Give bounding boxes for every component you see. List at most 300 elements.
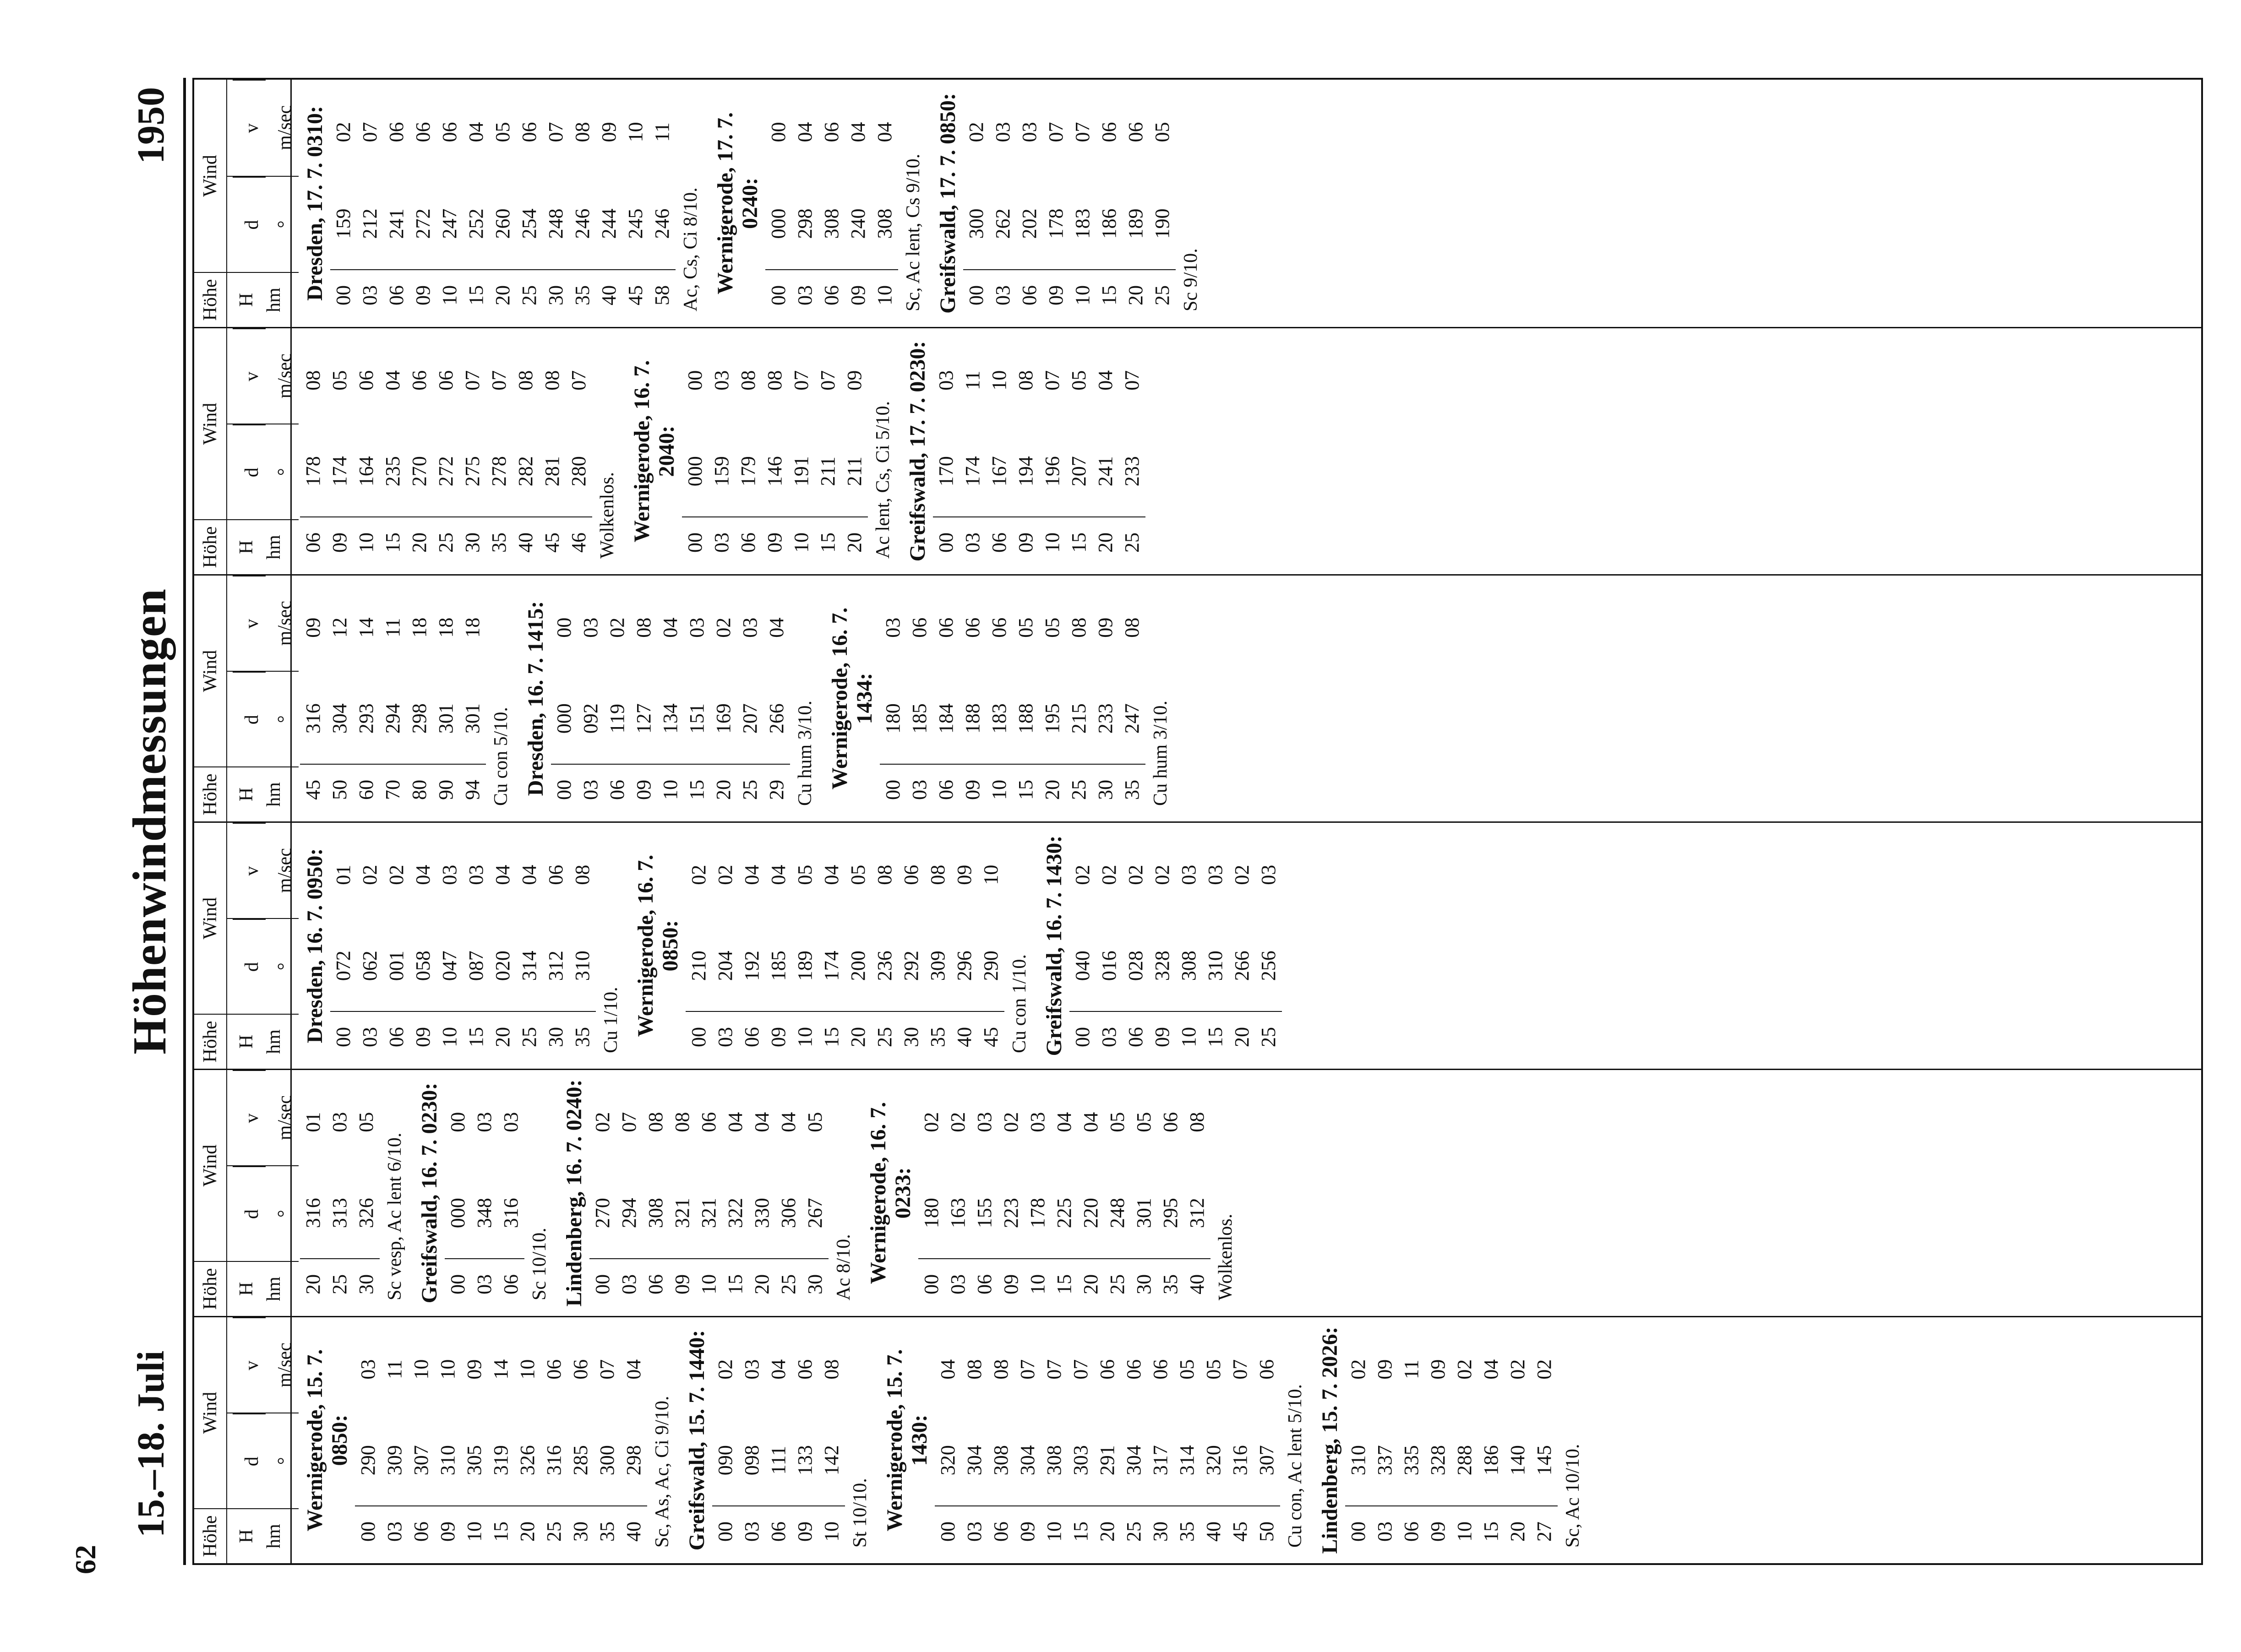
- height-value: 06: [820, 285, 843, 305]
- observation-row: [792, 829, 818, 1062]
- height-value: 03: [961, 533, 984, 553]
- column-header: [194, 823, 295, 1069]
- speed-value: 00: [684, 370, 706, 391]
- observation-row: [935, 1324, 961, 1557]
- station-title: Wernigerode, 16. 7. 0233:: [866, 1102, 915, 1284]
- observation-row: [383, 86, 410, 321]
- observation-row: [300, 582, 327, 815]
- height-value: 03: [473, 1274, 496, 1294]
- height-value: 45: [624, 285, 647, 305]
- cloud-note: St 10/10.: [850, 1478, 871, 1548]
- height-value: 20: [847, 1027, 869, 1047]
- height-value: 45: [1229, 1522, 1251, 1542]
- speed-value: 06: [1159, 1112, 1182, 1132]
- observation-row: [1227, 1324, 1254, 1557]
- direction-value: 272: [433, 426, 459, 518]
- speed-value: 18: [408, 617, 431, 638]
- observation-row: [1041, 1324, 1068, 1557]
- direction-value: 316: [541, 1415, 567, 1507]
- v-label: v: [233, 328, 266, 424]
- observation-row: [815, 335, 841, 568]
- observation-row: [933, 335, 960, 568]
- speed-value: 05: [1151, 122, 1173, 142]
- wind-header: [194, 1317, 299, 1508]
- height-value: 25: [328, 1274, 351, 1294]
- speed-value: 04: [847, 122, 869, 142]
- direction-value: 215: [1066, 674, 1092, 765]
- direction-value: 275: [459, 426, 486, 518]
- observation-row: [631, 582, 657, 815]
- speed-value: 02: [385, 864, 408, 885]
- cloud-note: Cu con, Ac lent 5/10.: [1285, 1384, 1306, 1548]
- speed-value: 03: [1026, 1112, 1049, 1132]
- height-value: 25: [518, 1027, 540, 1047]
- speed-value: 09: [1094, 617, 1117, 638]
- direction-value: 111: [765, 1415, 792, 1507]
- speed-value: 05: [1202, 1359, 1225, 1380]
- observation-row: [353, 335, 380, 568]
- direction-value: 204: [712, 921, 739, 1012]
- direction-value: 155: [971, 1168, 998, 1260]
- observation-row: [765, 829, 792, 1062]
- height-value: 25: [873, 1027, 896, 1047]
- speed-value: 06: [355, 370, 377, 391]
- direction-value: 207: [737, 674, 763, 765]
- speed-value: 04: [1080, 1112, 1102, 1132]
- height-value: 30: [1094, 780, 1117, 800]
- direction-value: 304: [327, 674, 353, 765]
- hoehe-header: [194, 1261, 299, 1316]
- station-block: [303, 1324, 675, 1557]
- speed-value: 09: [843, 370, 866, 391]
- observation-row: [1119, 335, 1145, 568]
- height-value: 03: [714, 1027, 736, 1047]
- direction-value: 235: [380, 426, 406, 518]
- observation-row: [960, 582, 986, 815]
- observation-row: [1016, 86, 1043, 321]
- observation-row: [1255, 829, 1282, 1062]
- direction-header: [227, 176, 299, 272]
- height-value: 06: [606, 780, 628, 800]
- speed-header: [227, 823, 299, 918]
- cloud-note: Sc, Ac lent, Cs 9/10.: [903, 153, 924, 311]
- speed-value: 08: [571, 864, 594, 885]
- height-value: 10: [438, 285, 461, 305]
- observation-row: [1254, 1324, 1280, 1557]
- height-value: 10: [659, 780, 682, 800]
- height-value: 00: [447, 1274, 469, 1294]
- direction-value: 308: [643, 1168, 669, 1260]
- direction-value: 174: [818, 921, 845, 1012]
- observation-row: [951, 829, 978, 1062]
- observation-row: [410, 86, 436, 321]
- speed-value: 02: [947, 1112, 969, 1132]
- height-value: 20: [1096, 1522, 1118, 1542]
- height-value: 00: [332, 1027, 354, 1047]
- observation-row: [539, 335, 566, 568]
- height-value: 10: [1026, 1274, 1049, 1294]
- height-value: 30: [804, 1274, 826, 1294]
- direction-value: 313: [327, 1168, 353, 1260]
- observation-row: [382, 1324, 408, 1557]
- cloud-note: Wolkenlos.: [1215, 1213, 1236, 1300]
- wind-label: Wind: [194, 1317, 227, 1508]
- speed-value: 05: [1133, 1112, 1155, 1132]
- speed-value: 04: [777, 1112, 800, 1132]
- speed-value: 04: [820, 864, 843, 885]
- station-block: [1042, 829, 1282, 1062]
- height-value: 30: [1149, 1522, 1172, 1542]
- speed-value: 04: [765, 617, 788, 638]
- speed-value: 08: [990, 1359, 1012, 1380]
- msec-label: m/sec: [274, 353, 295, 399]
- direction-value: 244: [596, 178, 622, 270]
- d-label: d: [233, 919, 266, 1014]
- strip-body: [292, 80, 2201, 327]
- v-label: v: [233, 1317, 266, 1413]
- speed-value: 11: [382, 618, 404, 637]
- speed-value: 02: [965, 122, 987, 142]
- height-unit-label: [227, 520, 299, 574]
- observation-row: [961, 1324, 988, 1557]
- direction-value: 170: [933, 426, 960, 518]
- height-value: 20: [1124, 285, 1147, 305]
- speed-value: 05: [794, 864, 816, 885]
- speed-value: 06: [988, 617, 1010, 638]
- height-value: 09: [1045, 285, 1067, 305]
- speed-value: 05: [1014, 617, 1037, 638]
- direction-value: 285: [567, 1415, 594, 1507]
- direction-value: 058: [410, 921, 436, 1012]
- cloud-note: Sc, As, Ac, Ci 9/10.: [652, 1396, 673, 1548]
- speed-value: 06: [698, 1112, 720, 1132]
- station-block: [713, 86, 926, 321]
- speed-value: 02: [591, 1112, 614, 1132]
- height-value: 25: [1151, 285, 1173, 305]
- observation-row: [543, 829, 569, 1062]
- speed-value: 04: [767, 864, 790, 885]
- direction-value: 328: [1425, 1415, 1451, 1507]
- height-value: 29: [765, 780, 788, 800]
- direction-value: 260: [490, 178, 516, 270]
- speed-value: 04: [751, 1112, 773, 1132]
- observation-row: [1121, 1324, 1147, 1557]
- wind-label: Wind: [194, 1070, 227, 1261]
- direction-value: 290: [355, 1415, 382, 1507]
- observation-row: [643, 1076, 669, 1310]
- speed-value: 03: [357, 1359, 379, 1380]
- observation-row: [436, 829, 463, 1062]
- direction-value: 180: [880, 674, 906, 765]
- height-value: 09: [1016, 1522, 1039, 1542]
- observation-row: [735, 335, 762, 568]
- height-value: 20: [1231, 1027, 1253, 1047]
- direction-value: 247: [436, 178, 463, 270]
- speed-value: 08: [671, 1112, 693, 1132]
- height-value: 15: [817, 533, 839, 553]
- observation-row: [986, 335, 1013, 568]
- speed-value: 02: [714, 1359, 736, 1380]
- speed-value: 03: [710, 370, 733, 391]
- height-value: 35: [596, 1522, 618, 1542]
- height-value: 15: [1480, 1522, 1502, 1542]
- height-value: 25: [1123, 1522, 1145, 1542]
- speed-value: 10: [988, 370, 1010, 391]
- direction-value: 098: [739, 1415, 765, 1507]
- observation-row: [459, 582, 486, 815]
- height-value: 15: [1068, 533, 1090, 553]
- direction-value: 164: [353, 426, 380, 518]
- height-value: 06: [935, 780, 957, 800]
- height-value: 15: [1069, 1522, 1092, 1542]
- direction-value: 202: [1016, 178, 1043, 270]
- observation-row: [1119, 582, 1145, 815]
- height-value: 25: [1068, 780, 1090, 800]
- height-value: 40: [1186, 1274, 1208, 1294]
- speed-value: 02: [1231, 864, 1253, 885]
- height-value: 09: [412, 285, 434, 305]
- height-value: 35: [1121, 780, 1143, 800]
- direction-value: 190: [1149, 178, 1176, 270]
- direction-value: 317: [1147, 1415, 1174, 1507]
- speed-value: 10: [410, 1359, 432, 1380]
- direction-value: 280: [566, 426, 592, 518]
- speed-value: 03: [500, 1112, 522, 1132]
- height-value: 15: [686, 780, 708, 800]
- station-title: Greifswald, 15. 7. 1440:: [685, 1330, 709, 1551]
- direction-value: 001: [383, 921, 410, 1012]
- direction-value: 308: [818, 178, 845, 270]
- height-value: 10: [790, 533, 812, 553]
- observation-row: [1123, 86, 1149, 321]
- strip-body: [292, 1070, 2201, 1316]
- direction-value: 090: [712, 1415, 739, 1507]
- speed-value: 06: [1149, 1359, 1172, 1380]
- speed-value: 06: [1123, 1359, 1145, 1380]
- observation-row: [380, 335, 406, 568]
- wind-subheader: [227, 328, 299, 519]
- height-value: 00: [553, 780, 575, 800]
- observation-row: [872, 829, 898, 1062]
- speed-value: 04: [465, 122, 487, 142]
- height-value: 00: [357, 1522, 379, 1542]
- d-label: d: [233, 1414, 266, 1509]
- speed-value: 06: [900, 864, 922, 885]
- observation-row: [978, 829, 1004, 1062]
- speed-value: 07: [596, 1359, 618, 1380]
- height-value: 06: [741, 1027, 763, 1047]
- height-value: 20: [408, 533, 431, 553]
- height-value: 00: [1071, 1027, 1094, 1047]
- direction-header: [227, 671, 299, 767]
- direction-value: 245: [622, 178, 649, 270]
- column-header: [194, 1317, 295, 1563]
- direction-value: 142: [818, 1415, 845, 1507]
- direction-value: 295: [1157, 1168, 1184, 1260]
- height-value: 20: [843, 533, 866, 553]
- observation-row: [845, 829, 872, 1062]
- observation-row: [818, 86, 845, 321]
- direction-value: 195: [1039, 674, 1066, 765]
- speed-value: 02: [1347, 1359, 1369, 1380]
- direction-value: 145: [1531, 1415, 1558, 1507]
- speed-value: 02: [687, 864, 710, 885]
- direction-value: 278: [486, 426, 513, 518]
- speed-value: 05: [355, 1112, 377, 1132]
- speed-value: 07: [1041, 370, 1063, 391]
- observation-row: [1451, 1324, 1478, 1557]
- height-value: 09: [1151, 1027, 1173, 1047]
- height-value: 20: [712, 780, 735, 800]
- speed-value: 05: [847, 864, 869, 885]
- height-value: 00: [965, 285, 987, 305]
- station-block: [828, 582, 1173, 815]
- speed-value: 07: [618, 1112, 640, 1132]
- observation-row: [1078, 1076, 1104, 1310]
- speed-value: 06: [794, 1359, 816, 1380]
- v-label: v: [233, 576, 266, 671]
- direction-value: 310: [435, 1415, 461, 1507]
- observation-row: [709, 335, 735, 568]
- direction-value: 270: [589, 1168, 616, 1260]
- direction-value: 212: [357, 178, 383, 270]
- observation-row: [988, 1324, 1014, 1557]
- year-label: 1950: [130, 87, 172, 164]
- speed-value: 10: [436, 1359, 459, 1380]
- speed-value: 03: [1178, 864, 1200, 885]
- observation-row: [1200, 1324, 1227, 1557]
- direction-value: 000: [445, 1168, 471, 1260]
- speed-value: 02: [920, 1112, 943, 1132]
- observation-row: [1345, 1324, 1372, 1557]
- date-range: 15.–18. Juli: [130, 1350, 172, 1538]
- station-title: Greifswald, 16. 7. 0230:: [417, 1082, 442, 1304]
- speed-value: 06: [569, 1359, 592, 1380]
- hoehe-header: [194, 766, 299, 821]
- direction-value: 207: [1066, 426, 1092, 518]
- height-value: 10: [820, 1522, 843, 1542]
- height-value: 15: [1204, 1027, 1227, 1047]
- height-value: 45: [302, 780, 324, 800]
- observation-row: [578, 582, 604, 815]
- direction-value: 200: [845, 921, 872, 1012]
- station-title: Wernigerode, 15. 7. 1430:: [883, 1349, 932, 1532]
- d-label: d: [233, 1167, 266, 1261]
- speed-value: 02: [1533, 1359, 1555, 1380]
- observation-row: [990, 86, 1016, 321]
- observation-row: [880, 582, 906, 815]
- speed-value: 11: [651, 122, 673, 142]
- direction-value: 314: [516, 921, 543, 1012]
- observation-row: [1092, 582, 1119, 815]
- direction-value: 167: [986, 426, 1013, 518]
- hoehe-label: Höhe: [194, 273, 227, 327]
- observation-row: [1372, 1324, 1398, 1557]
- observation-row: [353, 1076, 380, 1310]
- observation-row: [498, 1076, 524, 1310]
- height-value: 58: [651, 285, 673, 305]
- speed-value: 03: [935, 370, 957, 391]
- height-value: 03: [1098, 1027, 1120, 1047]
- speed-value: 02: [1071, 864, 1094, 885]
- direction-value: 211: [815, 426, 841, 518]
- direction-value: 290: [978, 921, 1004, 1012]
- hoehe-header: [194, 1014, 299, 1069]
- height-value: 06: [990, 1522, 1012, 1542]
- station-block: [1318, 1324, 1585, 1557]
- observation-row: [1149, 829, 1176, 1062]
- height-value: 40: [598, 285, 620, 305]
- page-number: 62: [69, 1545, 102, 1574]
- observation-row: [1149, 86, 1176, 321]
- direction-value: 305: [461, 1415, 488, 1507]
- station-title: Dresden, 16. 7. 0950:: [303, 848, 327, 1043]
- direction-value: 300: [594, 1415, 621, 1507]
- direction-value: 301: [459, 674, 486, 765]
- observation-row: [933, 582, 960, 815]
- speed-value: 04: [491, 864, 514, 885]
- speed-value: 02: [712, 617, 735, 638]
- observation-row: [682, 335, 709, 568]
- direction-value: 316: [498, 1168, 524, 1260]
- observation-row: [1096, 86, 1123, 321]
- direction-value: 236: [872, 921, 898, 1012]
- wind-subheader: [227, 1070, 299, 1261]
- observation-row: [1039, 335, 1066, 568]
- station-block: [303, 86, 703, 321]
- observation-row: [1505, 1324, 1531, 1557]
- height-value: 00: [714, 1522, 736, 1542]
- direction-value: 294: [616, 1168, 643, 1260]
- observation-row: [1014, 1324, 1041, 1557]
- speed-value: 06: [408, 370, 431, 391]
- observation-row: [1531, 1324, 1558, 1557]
- speed-value: 01: [302, 1112, 324, 1132]
- direction-header: [227, 918, 299, 1014]
- height-value: 06: [1124, 1027, 1147, 1047]
- d-label: d: [233, 672, 266, 767]
- cloud-note: Cu con 1/10.: [1009, 954, 1030, 1053]
- station-block: [905, 335, 1145, 568]
- observation-row: [739, 1324, 765, 1557]
- hoehe-header: [194, 272, 299, 327]
- observation-row: [1096, 829, 1123, 1062]
- observation-row: [763, 582, 790, 815]
- direction-value: 151: [684, 674, 710, 765]
- direction-value: 220: [1078, 1168, 1104, 1260]
- observation-row: [569, 829, 596, 1062]
- speed-value: 07: [1071, 122, 1094, 142]
- cloud-note: Sc 10/10.: [529, 1228, 550, 1300]
- station-block: [936, 86, 1203, 321]
- height-value: 15: [1098, 285, 1120, 305]
- speed-value: 04: [1480, 1359, 1502, 1380]
- height-value: 09: [412, 1027, 434, 1047]
- observation-row: [300, 1076, 327, 1310]
- direction-value: 072: [330, 921, 357, 1012]
- direction-value: 326: [353, 1168, 380, 1260]
- height-value: 50: [1255, 1522, 1278, 1542]
- station-title: Greifswald, 17. 7. 0850:: [936, 93, 960, 314]
- height-value: 60: [355, 780, 377, 800]
- station-block: [562, 1076, 856, 1310]
- speed-header: [227, 1317, 299, 1413]
- speed-value: 03: [739, 617, 761, 638]
- column-header: [194, 328, 295, 574]
- speed-value: 04: [622, 1359, 645, 1380]
- speed-value: 05: [1106, 1112, 1129, 1132]
- wind-header: [194, 80, 299, 272]
